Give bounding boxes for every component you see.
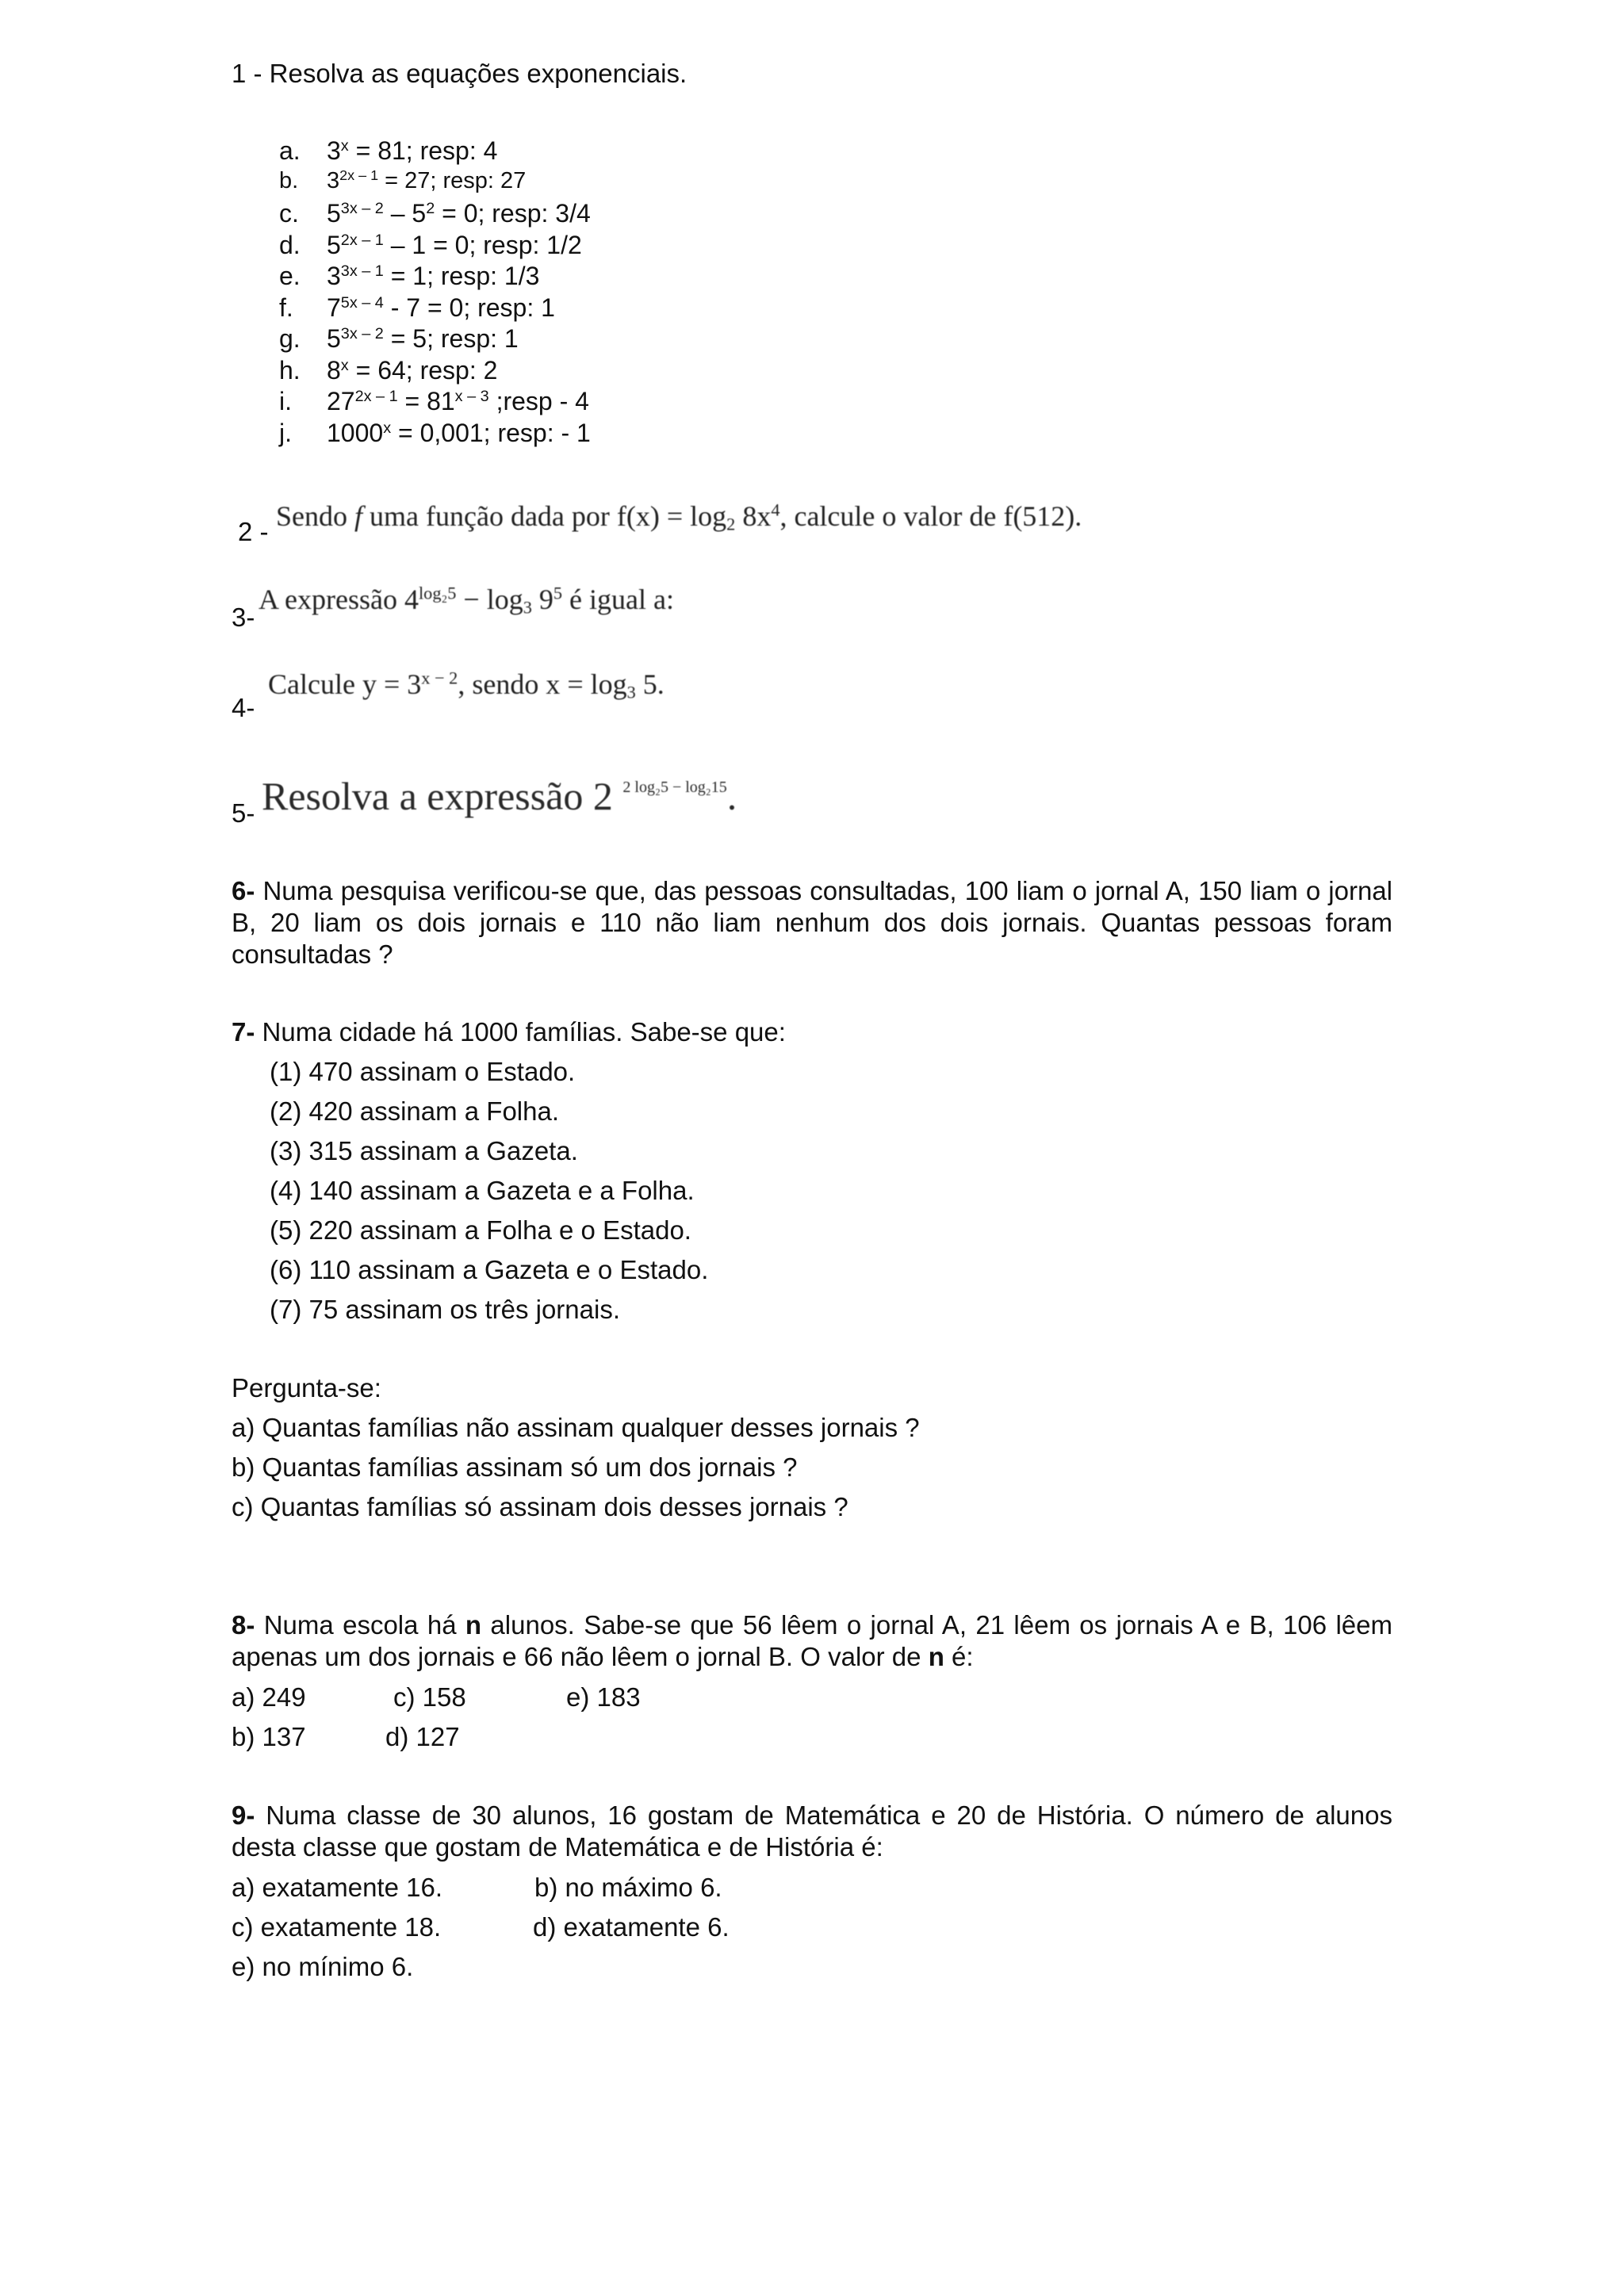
q8-option-c: c) 158 xyxy=(393,1682,466,1712)
q1-item-letter: h. xyxy=(279,355,301,385)
q2-text-c: 8x xyxy=(735,500,772,532)
q9-option-e: e) no mínimo 6. xyxy=(232,1952,414,1981)
q8-option-a: a) 249 xyxy=(232,1682,306,1712)
q1-item-base: 27 xyxy=(327,387,355,415)
q1-item-letter: f. xyxy=(279,293,293,322)
q8-text-c: é: xyxy=(944,1642,974,1671)
q1-item xyxy=(279,199,591,228)
q7-intro-text: Numa cidade há 1000 famílias. Sabe-se que: xyxy=(255,1017,786,1047)
q7-fact: (1) 470 assinam o Estado. xyxy=(270,1057,576,1086)
q1-item xyxy=(279,419,591,448)
q8-option-d: d) 127 xyxy=(385,1722,460,1751)
q1-item xyxy=(279,387,589,416)
q1-item-rest: – 1 = 0; resp: 1/2 xyxy=(383,230,582,259)
q1-item-rest: = 81; resp: 4 xyxy=(348,136,498,165)
q1-item-exp: 3x – 1 xyxy=(340,262,384,281)
q9-option-a: a) exatamente 16. xyxy=(232,1873,442,1902)
q7-fact: (5) 220 assinam a Folha e o Estado. xyxy=(270,1215,691,1245)
q4-sup: x − 2 xyxy=(421,668,458,688)
q9-option-b: b) no máximo 6. xyxy=(534,1873,722,1902)
q1-item-letter: a. xyxy=(279,136,301,165)
q2-sup: 4 xyxy=(771,499,780,520)
q7-ask: Pergunta-se: xyxy=(232,1373,381,1402)
q1-item-letter: b. xyxy=(279,167,299,193)
q1-item-rest: ;resp - 4 xyxy=(488,387,589,415)
q1-item xyxy=(279,293,555,323)
q7-fact: (3) 315 assinam a Gazeta. xyxy=(270,1136,578,1165)
q2-sub: 2 xyxy=(726,514,736,534)
q2-text-d: , calcule o valor de f(512). xyxy=(779,500,1082,532)
q1-item-rest: = 0,001; resp: - 1 xyxy=(391,418,591,447)
q8-option-e: e) 183 xyxy=(566,1682,641,1712)
q1-item-base: 5 xyxy=(327,199,341,228)
q1-item-exp: 3x – 2 xyxy=(340,325,384,343)
q7-question: b) Quantas famílias assinam só um dos jornais ? xyxy=(232,1452,798,1482)
q8-n2: n xyxy=(928,1642,944,1671)
q2-text-a: Sendo xyxy=(276,500,354,532)
q7-fact: (6) 110 assinam a Gazeta e o Estado. xyxy=(270,1255,709,1284)
q9-text: Numa classe de 30 alunos, 16 gostam de Matemática e 20 de História. O número de alunos desta classe que gostam de Matemática e de História é: xyxy=(232,1800,1392,1862)
q7-question: c) Quantas famílias só assinam dois desses jornais ? xyxy=(232,1492,848,1521)
q7-question: a) Quantas famílias não assinam qualquer desses jornais ? xyxy=(232,1413,920,1442)
q5-number: 5- xyxy=(232,798,255,828)
q1-item-mid: – 5 xyxy=(383,199,427,228)
q1-item-rest: = 0; resp: 3/4 xyxy=(435,199,591,228)
q1-item-exp: 5x – 4 xyxy=(340,293,384,312)
q3-text-a: A expressão 4 xyxy=(259,584,419,615)
q3-text-b: − log xyxy=(456,584,523,615)
q1-item-rest: = 5; resp: 1 xyxy=(383,324,519,353)
q1-item xyxy=(279,262,539,291)
q7-fact: (2) 420 assinam a Folha. xyxy=(270,1096,560,1126)
q1-item xyxy=(279,324,519,354)
q1-item-base: 7 xyxy=(327,293,341,322)
q6-number: 6- xyxy=(232,876,255,905)
q1-item-mid: = 81 xyxy=(397,387,455,415)
q4-text-a: Calcule y = 3 xyxy=(268,668,422,700)
q7-number: 7- xyxy=(232,1017,255,1047)
q1-item-rest: = 1; resp: 1/3 xyxy=(383,262,540,290)
q1-item-exp: 2x – 1 xyxy=(340,231,384,249)
q5-image-text xyxy=(262,773,737,819)
q3-sup: log₂5 xyxy=(418,583,457,603)
q1-item-base: 8 xyxy=(327,355,341,385)
q4-number: 4- xyxy=(232,693,255,722)
q1-item-base: 3 xyxy=(327,262,341,290)
q9-number: 9- xyxy=(232,1800,255,1830)
q1-item-base: 5 xyxy=(327,230,341,259)
q1-item-rest: = 64; resp: 2 xyxy=(348,355,498,385)
q1-item-exp2: x – 3 xyxy=(454,388,489,406)
q1-item-exp: x xyxy=(383,419,392,437)
q1-title: 1 - Resolva as equações exponenciais. xyxy=(232,59,688,88)
q1-item-rest: = 27; resp: 27 xyxy=(378,167,527,193)
q1-item xyxy=(279,231,582,260)
q9-paragraph xyxy=(232,1800,1392,1863)
q1-item xyxy=(279,136,497,166)
q9-option-c: c) exatamente 18. xyxy=(232,1912,442,1942)
q4-text-c: 5. xyxy=(635,668,665,700)
q7-fact: (4) 140 assinam a Gazeta e a Folha. xyxy=(270,1176,695,1205)
q8-text-b: alunos. Sabe-se que 56 lêem o jornal A, 21 lêem os jornais A e B, 106 lêem apenas um dos jornais e 66 não lêem o jornal B. O valor de xyxy=(232,1610,1392,1671)
q5-sup: 2 log₂5 − log₂15 xyxy=(622,779,727,796)
q1-item-rest: - 7 = 0; resp: 1 xyxy=(383,293,555,322)
q1-item-letter: i. xyxy=(279,387,292,415)
q1-item-letter: j. xyxy=(279,418,292,447)
q2-number: 2 - xyxy=(238,517,269,546)
q9-option-d: d) exatamente 6. xyxy=(533,1912,730,1942)
q3-text-d: é igual a: xyxy=(562,584,674,615)
q5-text-b: . xyxy=(726,774,737,818)
q1-item-exp: 2x – 1 xyxy=(339,166,379,183)
q2-image-text xyxy=(276,499,1082,533)
q5-text-a: Resolva a expressão 2 xyxy=(262,774,623,818)
q8-option-b: b) 137 xyxy=(232,1722,306,1751)
q1-item-base: 3 xyxy=(327,136,341,165)
q3-number: 3- xyxy=(232,603,255,632)
q1-item-letter: g. xyxy=(279,324,301,353)
q4-image-text xyxy=(268,668,665,701)
q2-text-b: uma função dada por f(x) = log xyxy=(362,500,727,532)
q3-image-text xyxy=(259,583,674,616)
q3-text-c: 9 xyxy=(531,584,553,615)
q1-item xyxy=(279,168,526,194)
q6-paragraph xyxy=(232,875,1392,970)
q8-number: 8- xyxy=(232,1610,255,1640)
q1-item-exp: 3x – 2 xyxy=(340,200,384,218)
q6-text: Numa pesquisa verificou-se que, das pessoas consultadas, 100 liam o jornal A, 150 liam o jornal B, 20 liam os dois jornais e 110 não liam nenhum dos dois jornais. Quantas pessoas foram consultadas ? xyxy=(232,876,1392,969)
q8-n1: n xyxy=(465,1610,482,1640)
q3-sup2: 5 xyxy=(553,583,563,603)
q1-item xyxy=(279,356,497,385)
q4-sub: 3 xyxy=(626,682,636,702)
q1-item-letter: d. xyxy=(279,230,301,259)
q1-item-letter: c. xyxy=(279,199,299,228)
q1-item-exp: 2x – 1 xyxy=(354,388,398,406)
q1-item-base: 5 xyxy=(327,324,341,353)
q8-text-a: Numa escola há xyxy=(255,1610,465,1640)
q1-item-base: 3 xyxy=(327,167,340,193)
q1-item-exp2: 2 xyxy=(426,200,435,218)
q7-fact: (7) 75 assinam os três jornais. xyxy=(270,1295,621,1324)
q1-item-exp: x xyxy=(340,356,349,374)
q1-item-exp: x xyxy=(340,137,349,155)
q1-item-base: 1000 xyxy=(327,418,384,447)
q8-paragraph xyxy=(232,1609,1392,1673)
q2-f: f xyxy=(354,500,363,532)
q7-intro xyxy=(232,1017,786,1047)
q3-sub: 3 xyxy=(523,597,532,618)
q1-item-letter: e. xyxy=(279,262,301,290)
q4-text-b: , sendo x = log xyxy=(458,668,627,700)
